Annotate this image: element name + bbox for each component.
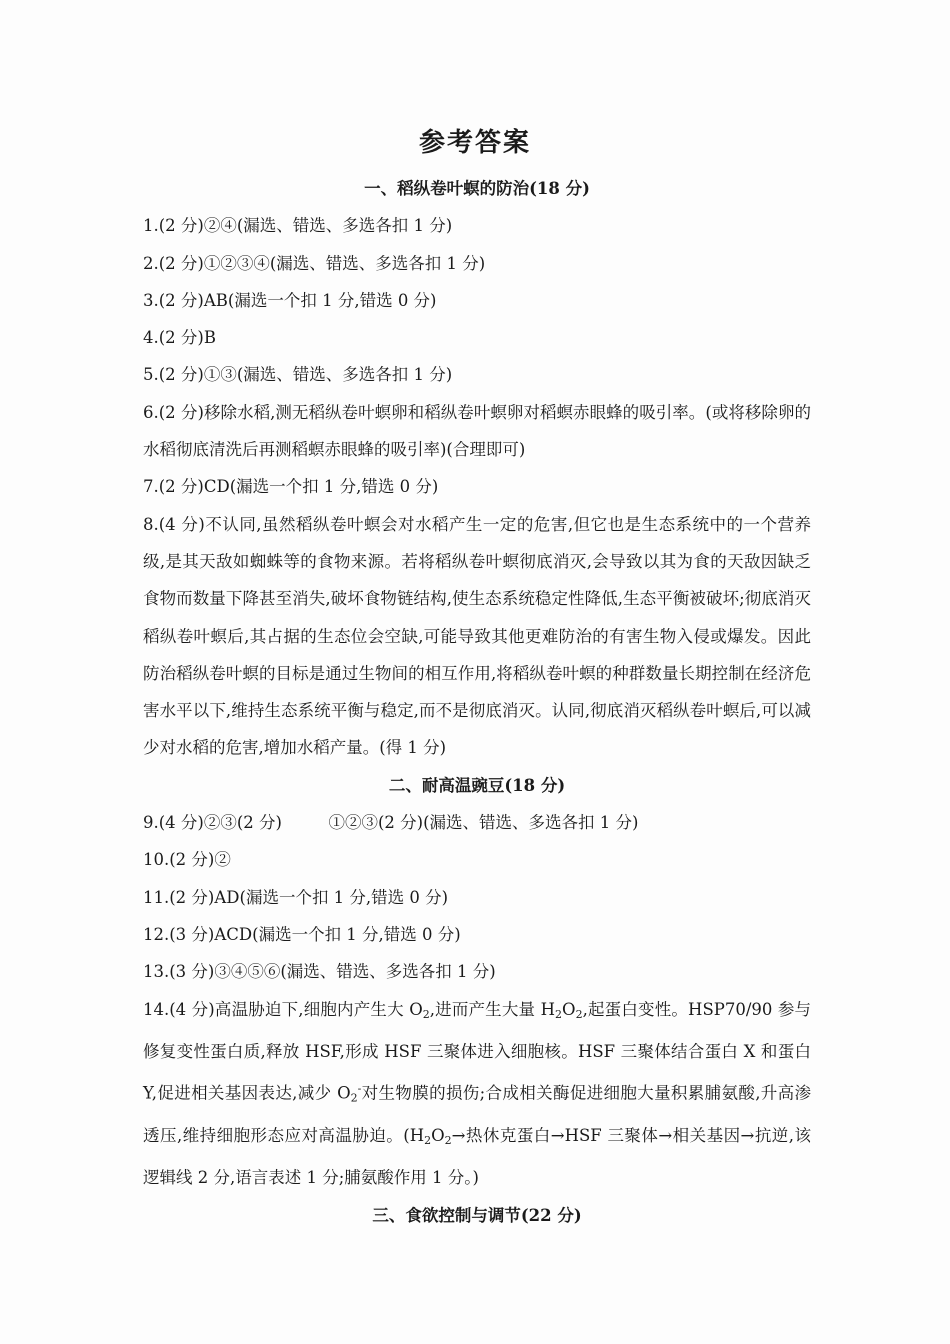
section-2-heading: 二、耐高温豌豆(18 分) — [388, 775, 566, 795]
answer-4: 4.(2 分)B — [143, 328, 216, 348]
answer-9 — [143, 804, 811, 841]
answer-13: 13.(3 分)③④⑤⑥(漏选、错选、多选各扣 1 分) — [143, 962, 496, 982]
answer-8: 8.(4 分)不认同,虽然稻纵卷叶螟会对水稻产生一定的危害,但它也是生态系统中的一个营养级,是其天敌如蜘蛛等的食物来源。若将稻纵卷叶螟彻底消灭,会导致以其为食的天敌因缺乏食物而数量下降甚至消失,破坏食物链结构,使生态系统稳定性降低,生态平衡被破坏;彻底消灭稻纵卷叶螟后,其占据的生态位会空缺,可能导致其他更难防治的有害生物入侵或爆发。因此防治稻纵卷叶螟的目标是通过生物间的相互作用,将稻纵卷叶螟的种群数量长期控制在经济危害水平以下,维持生态系统平衡与稳定,而不是彻底消灭。认同,彻底消灭稻纵卷叶螟后,可以减少对水稻的危害,增加水稻产量。(得 1 分) — [143, 514, 811, 758]
answer-14-text-6: O — [431, 1125, 445, 1145]
answer-9-part-a: 9.(4 分)②③(2 分) — [143, 813, 282, 833]
answer-14-sub-5: 2 — [424, 1133, 432, 1147]
answer-content — [143, 170, 811, 1234]
answer-6: 6.(2 分)移除水稻,测无稻纵卷叶螟卵和稻纵卷叶螟卵对稻螟赤眼蜂的吸引率。(或将移除卵的水稻彻底清洗后再测稻螟赤眼蜂的吸引率)(合理即可) — [143, 402, 811, 460]
section-1-heading: 一、稻纵卷叶螟的防治(18 分) — [364, 179, 590, 198]
answer-12: 12.(3 分)ACD(漏选一个扣 1 分,错选 0 分) — [143, 924, 461, 944]
answer-14-text-4: ,起蛋白变性。HSP70/90 参与修复变性蛋白质,释放 HSF,形成 HSF 三聚体进入细胞核。HSF 三聚体结合蛋白 X 和蛋白 Y,促进相关基因表达,减少 O — [143, 999, 811, 1103]
answer-2: 2.(2 分)①②③④(漏选、错选、多选各扣 1 分) — [143, 253, 486, 273]
answer-7: 7.(2 分)CD(漏选一个扣 1 分,错选 0 分) — [143, 477, 439, 497]
answer-1: 1.(2 分)②④(漏选、错选、多选各扣 1 分) — [143, 216, 453, 236]
answer-5: 5.(2 分)①③(漏选、错选、多选各扣 1 分) — [143, 365, 453, 385]
answer-10: 10.(2 分)② — [143, 850, 231, 870]
page-title: 参考答案 — [418, 128, 531, 158]
answer-14-sub-4: 2 — [350, 1091, 358, 1105]
answer-11: 11.(2 分)AD(漏选一个扣 1 分,错选 0 分) — [143, 887, 449, 907]
section-3-heading: 三、食欲控制与调节(22 分) — [372, 1205, 582, 1225]
answer-14-sub-6: 2 — [444, 1133, 452, 1147]
answer-14-sup-4: - — [357, 1082, 362, 1096]
answer-14-text-1: 14.(4 分)高温胁迫下,细胞内产生大 O — [143, 999, 423, 1019]
answer-14-text-3: O — [562, 999, 576, 1019]
answer-3: 3.(2 分)AB(漏选一个扣 1 分,错选 0 分) — [143, 290, 437, 310]
answer-14-sub-3: 2 — [575, 1007, 583, 1021]
answer-14 — [143, 991, 811, 1197]
answer-14-text-7: →热休克蛋白→HSF 三聚体→相关基因→抗逆,该逻辑线 2 分,语言表述 1 分;脯氨酸作用 1 分。) — [143, 1125, 811, 1188]
answer-14-sub-1: 2 — [422, 1007, 430, 1021]
answer-14-sub-2: 2 — [555, 1007, 563, 1021]
answer-14-text-2: ,进而产生大量 H — [429, 999, 556, 1019]
answer-14-text-5: 对生物膜的损伤;合成相关酶促进细胞大量积累脯氨酸,升高渗透压,维持细胞形态应对高温胁迫。(H — [143, 1083, 811, 1145]
answer-9-part-b: ①②③(2 分)(漏选、错选、多选各扣 1 分) — [328, 813, 639, 833]
